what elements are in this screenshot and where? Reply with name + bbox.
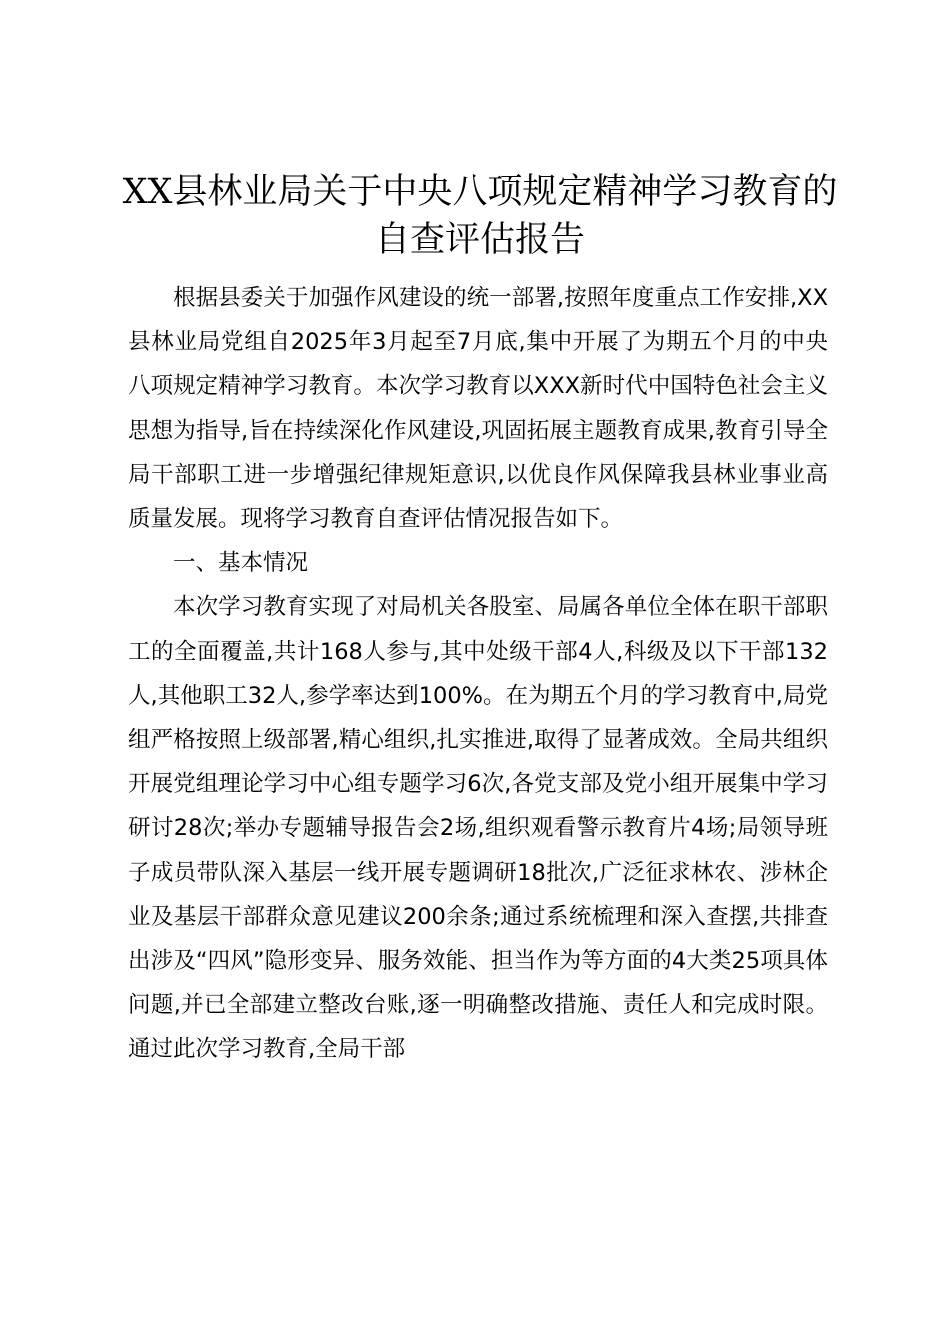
section-heading-basic-situation: 一、基本情况 <box>173 550 309 577</box>
document-body <box>128 276 828 1072</box>
intro-paragraph: 根据县委关于加强作风建设的统一部署,按照年度重点工作安排,XX县林业局党组自2025年3月起至7月底,集中开展了为期五个月的中央八项规定精神学习教育。本次学习教育以XXX新时代中国特色社会主义思想为指导,旨在持续深化作风建设,巩固拓展主题教育成果,教育引导全局干部职工进一步增强纪律规矩意识,以优良作风保障我县林业事业高质量发展。现将学习教育自查评估情况报告如下。 <box>128 285 828 533</box>
section-paragraph-basic-situation: 本次学习教育实现了对局机关各股室、局属各单位全体在职干部职工的全面覆盖,共计168人参与,其中处级干部4人,科级及以下干部132人,其他职工32人,参学率达到100%。在为期五个月的学习教育中,局党组严格按照上级部署,精心组织,扎实推进,取得了显著成效。全局共组织开展党组理论学习中心组专题学习6次,各党支部及党小组开展集中学习研讨28次;举办专题辅导报告会2场,组织观看警示教育片4场;局领导班子成员带队深入基层一线开展专题调研18批次,广泛征求林农、涉林企业及基层干部群众意见建议200余条;通过系统梳理和深入查摆,共排查出涉及“四风”隐形变异、服务效能、担当作为等方面的4大类25项具体问题,并已全部建立整改台账,逐一明确整改措施、责任人和完成时限。通过此次学习教育,全局干部 <box>128 594 828 1063</box>
document-title: XX县林业局关于中央八项规定精神学习教育的自查评估报告 <box>122 172 838 260</box>
